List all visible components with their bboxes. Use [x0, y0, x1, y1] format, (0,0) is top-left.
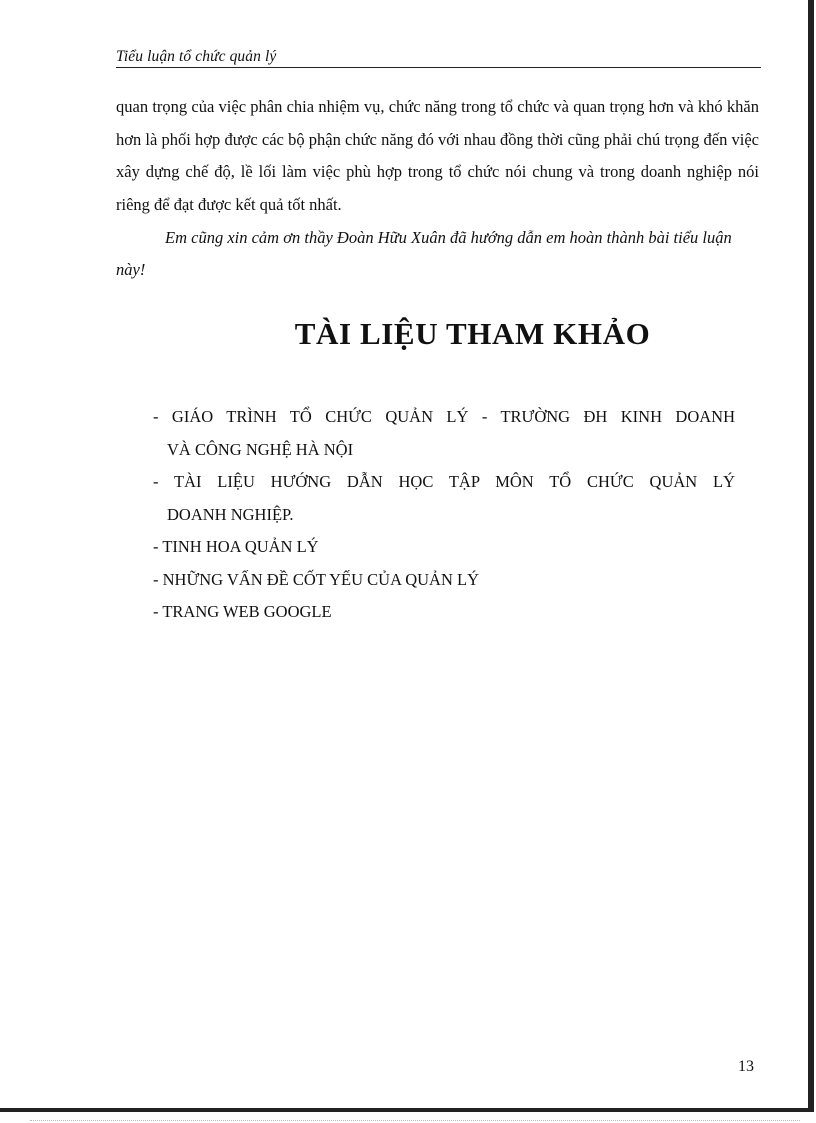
- header-title: Tiểu luận tổ chức quản lý: [116, 48, 277, 65]
- page-bottom-divider: [30, 1120, 800, 1121]
- reference-item-continuation: VÀ CÔNG NGHỆ HÀ NỘI: [167, 439, 354, 459]
- reference-item-line: - TÀI LIỆU HƯỚNG DẪN HỌC TẬP MÔN TỔ CHỨC QUẢN LÝ: [153, 472, 735, 491]
- references-list: [153, 401, 735, 629]
- acknowledgement-text: Em cũng xin cảm ơn thầy Đoàn Hữu Xuân đã hướng dẫn em hoàn thành bài tiểu luận này!: [116, 228, 732, 279]
- reference-item: [153, 466, 735, 531]
- reference-item-line: - GIÁO TRÌNH TỔ CHỨC QUẢN LÝ - TRƯỜNG ĐH KINH DOANH: [153, 407, 735, 426]
- reference-item-line: - TRANG WEB GOOGLE: [153, 602, 332, 621]
- reference-item-line: - NHỮNG VẤN ĐỀ CỐT YẾU CỦA QUẢN LÝ: [153, 569, 479, 589]
- reference-item-continuation: DOANH NGHIỆP.: [167, 504, 294, 524]
- references-title: TÀI LIỆU THAM KHẢO: [294, 316, 651, 351]
- reference-item: [153, 531, 735, 564]
- reference-item: [153, 564, 735, 597]
- page-number: 13: [738, 1058, 754, 1075]
- reference-item: [153, 596, 735, 629]
- body-paragraph: quan trọng của việc phân chia nhiệm vụ, chức năng trong tổ chức và quan trọng hơn và khó khăn hơn là phối hợp được các bộ phận chức năng đó với nhau đồng thời cũng phải chú trọng đến việc xây dựng chế độ, lề lối làm việc phù hợp trong tổ chức nói chung và trong doanh nghiệp nói riêng để đạt được kết quả tốt nhất.: [116, 97, 759, 214]
- reference-item: [153, 401, 735, 466]
- page-shadow-right: [808, 0, 814, 1110]
- page-header: [116, 48, 761, 68]
- reference-item-line: - TINH HOA QUẢN LÝ: [153, 537, 319, 556]
- page-shadow-bottom: [0, 1108, 814, 1112]
